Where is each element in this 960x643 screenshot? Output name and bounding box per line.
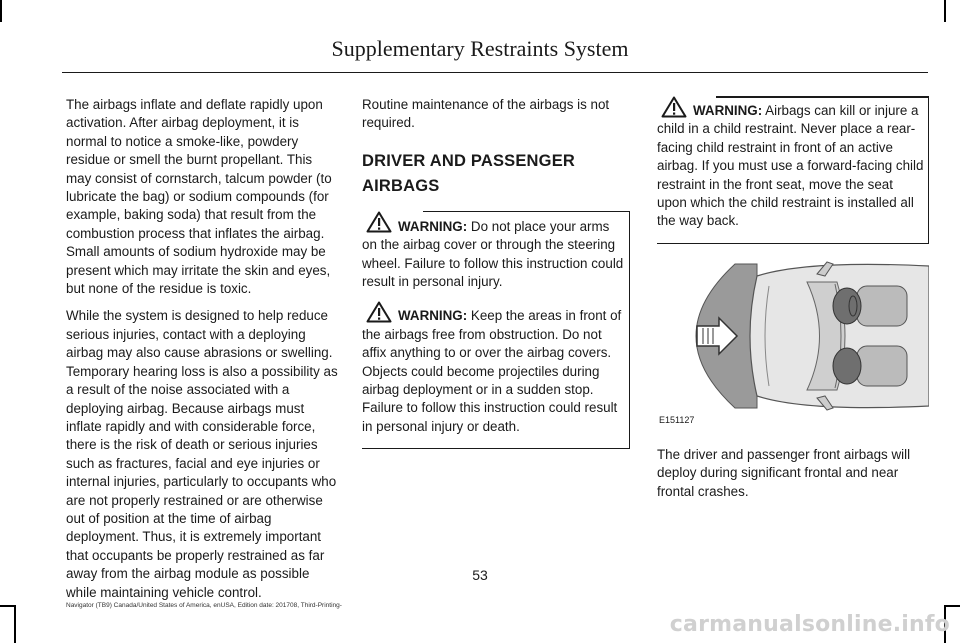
warning-label: WARNING: xyxy=(398,308,468,324)
warning-triangle-icon xyxy=(661,96,687,118)
column-3 xyxy=(657,96,929,510)
figure-code: E151127 xyxy=(659,415,695,426)
column-1 xyxy=(66,96,338,611)
column-2 xyxy=(362,96,630,449)
warning-text: Do not place your arms on the airbag cover or through the steering wheel. Failure to follow this instruction could result in personal injury. xyxy=(362,218,624,290)
body-paragraph: The driver and passenger front airbags will deploy during significant frontal and near frontal crashes. xyxy=(657,446,911,499)
section-heading: DRIVER AND PASSENGER AIRBAGS xyxy=(362,151,576,195)
warning-label: WARNING: xyxy=(398,218,468,234)
warning-item xyxy=(657,96,924,231)
airbag-deployment-illustration xyxy=(657,256,929,432)
warning-item xyxy=(362,301,625,436)
page-number: 53 xyxy=(472,567,488,583)
crop-mark-bottom-left xyxy=(14,605,16,643)
footer-edition-text: Navigator (TB9) Canada/United States of America, enUSA, Edition date: 201708, Third-Printing- xyxy=(66,602,342,609)
watermark: carmanualsonline.info xyxy=(669,612,950,637)
warning-triangle-icon xyxy=(366,211,392,233)
page-title: Supplementary Restraints System xyxy=(331,36,629,61)
header-divider xyxy=(62,72,928,73)
crop-mark-top-left xyxy=(0,0,2,22)
warning-label: WARNING: xyxy=(693,103,763,118)
body-paragraph: The airbags inflate and deflate rapidly upon activation. After airbag deployment, it is normal to notice a smoke-like, powdery residue or smell the burnt propellant. This may consist of cornstarch, talcum powder (to lubricate the bag) or sodium compounds (for example, baking soda) that result from the combustion process that inflates the airbag. Small amounts of sodium hydroxide may be present which may irritate the skin and eyes, but none of the residue is toxic. xyxy=(66,97,332,297)
warning-box xyxy=(657,96,929,244)
warning-triangle-icon xyxy=(366,301,392,323)
crop-mark-bottom-left-h xyxy=(0,605,16,607)
warning-item xyxy=(362,211,625,292)
crop-mark-bottom-right-h xyxy=(944,605,960,607)
warning-text: Airbags can kill or injure a child in a child restraint. Never place a rear-facing child restraint in front of an active airbag. If you must use a forward-facing child restraint in the front seat, move the seat upon which the child restraint is installed all the way back. xyxy=(657,103,924,229)
vehicle-top-view-diagram xyxy=(657,256,929,416)
body-paragraph: Routine maintenance of the airbags is not required. xyxy=(362,97,610,131)
warning-box xyxy=(362,211,630,449)
warning-text: Keep the areas in front of the airbags free from obstruction. Do not affix anything to or over the airbag covers. Objects could become projectiles during airbag deployment or in a sudden stop. Failure to follow this instruction could result in personal injury or death. xyxy=(362,308,622,434)
crop-mark-top-right xyxy=(944,0,946,22)
body-paragraph: While the system is designed to help reduce serious injuries, contact with a deploying airbag may also cause abrasions or swelling. Temporary hearing loss is also a possibility as a result of the noise associated with a deploying airbag. Because airbags must inflate rapidly and with considerable force, there is the risk of death or serious injuries such as fractures, facial and eye injuries or internal injuries, particularly to occupants who are not properly restrained or are otherwise out of position at the time of airbag deployment. Thus, it is extremely important that occupants be properly restrained as far away from the airbag module as possible while maintaining vehicle control. xyxy=(66,308,338,600)
